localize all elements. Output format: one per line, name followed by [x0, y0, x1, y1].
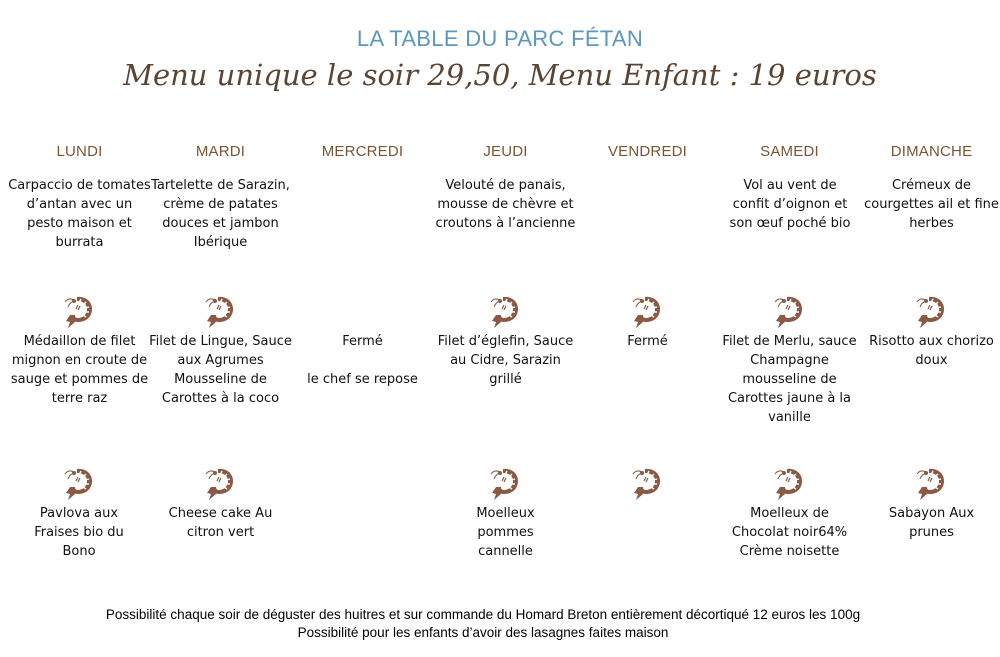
day-label: VENDREDI: [607, 143, 688, 160]
shrimp-icon: [64, 467, 94, 501]
restaurant-name: LA TABLE DU PARC FÉTAN: [356, 26, 644, 51]
day-column-samedi: [717, 143, 862, 559]
shrimp-icon: [205, 467, 235, 501]
shrimp-icon: [916, 467, 946, 501]
closed-text: Fermé: [342, 334, 383, 349]
day-label: SAMEDI: [760, 143, 819, 160]
main-text: Médaillon de filet mignon en croute de sauge et pommes de terre raz: [10, 334, 149, 406]
starter-text: Carpaccio de tomates d’antan avec un pesto maison et burrata: [8, 178, 151, 250]
footer-kids-note: Possibilité pour les enfants d’avoir des lasagnes faites maison: [297, 625, 669, 640]
starter-text: Crémeux de courgettes ail et fine herbes: [864, 178, 999, 231]
closed-note: le chef se repose: [307, 372, 418, 387]
day-label: MERCREDI: [321, 143, 404, 160]
day-label: LUNDI: [56, 143, 103, 160]
shrimp-icon: [632, 295, 662, 329]
day-column-vendredi: [575, 143, 720, 349]
menu-price-headline: Menu unique le soir 29,50, Menu Enfant : 19 euros: [123, 58, 877, 92]
day-label: JEUDI: [483, 143, 528, 160]
day-label: MARDI: [195, 143, 246, 160]
day-column-lundi: [7, 143, 152, 559]
footer-oysters-note: Possibilité chaque soir de déguster des huitres et sur commande du Homard Breton entièrement décortiqué 12 euros les 100g: [105, 607, 861, 622]
shrimp-icon: [916, 295, 946, 329]
shrimp-icon: [490, 295, 520, 329]
main-text: Filet de Lingue, Sauce aux Agrumes Mousseline de Carottes à la coco: [149, 334, 292, 406]
shrimp-icon: [490, 467, 520, 501]
shrimp-icon: [64, 295, 94, 329]
starter-text: Vol au vent de confit d’oignon et son œuf poché bio: [729, 178, 851, 231]
dessert-text: Pavlova aux Fraises bio du Bono: [34, 506, 124, 559]
dessert-text: Sabayon Aux prunes: [888, 506, 975, 540]
main-text: Risotto aux chorizo doux: [869, 334, 994, 368]
day-column-mardi: [148, 143, 293, 540]
main-text: Filet de Merlu, sauce Champagne mousseline de Carottes jaune à la vanille: [722, 334, 857, 425]
dessert-text: Moelleux de Chocolat noir64% Crème noisette: [731, 506, 848, 559]
day-column-jeudi: [433, 143, 578, 559]
day-label: DIMANCHE: [890, 143, 973, 160]
shrimp-icon: [774, 467, 804, 501]
starter-text: Velouté de panais, mousse de chèvre et croutons à l’ancienne: [435, 178, 576, 231]
closed-text: Fermé: [627, 334, 668, 349]
main-text: Filet d’églefin, Sauce au Cidre, Sarazin grillé: [437, 334, 574, 387]
dessert-text: Cheese cake Au citron vert: [168, 506, 273, 540]
dessert-text: Moelleux pommes cannelle: [476, 506, 535, 559]
shrimp-icon: [205, 295, 235, 329]
day-column-mercredi: [290, 143, 435, 387]
shrimp-icon: [632, 467, 662, 501]
shrimp-icon: [774, 295, 804, 329]
day-column-dimanche: [859, 143, 1000, 540]
starter-text: Tartelette de Sarazin, crème de patates douces et jambon Ibérique: [151, 178, 290, 250]
